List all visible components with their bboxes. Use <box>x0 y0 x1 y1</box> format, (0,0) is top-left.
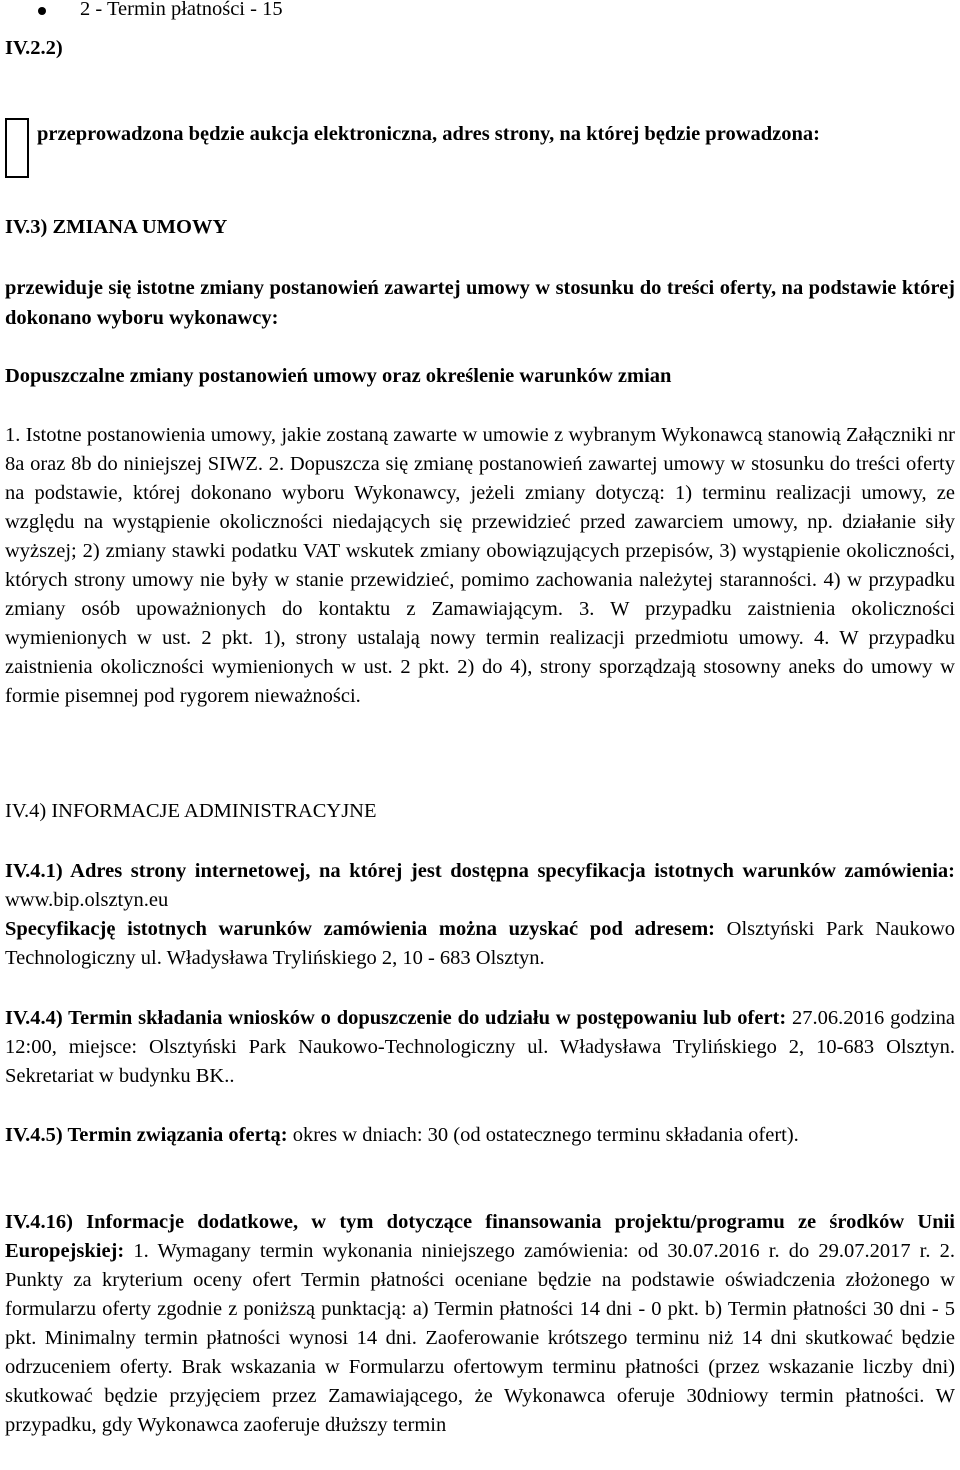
section-iv-2-2-heading: IV.2.2) <box>5 37 63 59</box>
section-iv-3-body: 1. Istotne postanowienia umowy, jakie zostaną zawarte w umowie z wybranym Wykonawcą stanowią Załączniki nr 8a oraz 8b do niniejszej SIWZ. 2. Dopuszcza się zmianę postanowień zawartej umowy w stosunku do treści oferty na podstawie, której dokonano wyboru Wykonawcy, jeżeli zmiany dotyczą: 1) terminu realizacji umowy, ze względu na wystąpienie okoliczności niedających się przewidzieć przed zawarciem umowy, np. działanie siły wyższej; 2) zmiany stawki podatku VAT wskutek zmiany obowiązujących przepisów, 3) wystąpienie okoliczności, których strony umowy nie były w stanie przewidzieć, pomimo zachowania należytej staranności. 4) w przypadku zmiany osób upoważnionych do kontaktu z Zamawiającym. 3. W przypadku zaistnienia okoliczności wymienionych w ust. 2 pkt. 1), strony ustalają nowy termin realizacji przedmiotu umowy. 4. W przypadku zaistnienia okoliczności wymienionych w ust. 2 pkt. 2) do 4), strony sporządzają stosowny aneks do umowy w formie pisemnej pod rygorem nieważności. <box>5 424 955 707</box>
section-iv-4-1-label: IV.4.1) Adres strony internetowej, na której jest dostępna specyfikacja istotnych warunków zamówienia: <box>5 860 955 882</box>
auction-option-text: przeprowadzona będzie aukcja elektroniczna, adres strony, na której będzie prowadzona: <box>37 123 820 145</box>
section-iv-4-5-label: IV.4.5) Termin związania ofertą: <box>5 1124 288 1146</box>
section-iv-4-4-value: 27.06.2016 godzina 12:00, miejsce: Olsztyński Park Naukowo-Technologiczny ul. Władysława Trylińskiego 2, 10-683 Olsztyn. Sekretariat w budynku BK.. <box>5 1007 955 1087</box>
section-iv-4-16-value: 1. Wymagany termin wykonania niniejszego zamówienia: od 30.07.2016 r. do 29.07.2017 r. 2. Punkty za kryterium oceny ofert Termin płatności oceniane będzie na podstawie oświadczenia złożonego w formularzu oferty zgodnie z poniższą punktacją: a) Termin płatności 14 dni - 0 pkt. b) Termin płatności 30 dni - 5 pkt. Minimalny termin płatności wynosi 14 dni. Zaoferowanie krótszego terminu niż 14 dni skutkować będzie odrzuceniem oferty. Brak wskazania w Formularzu ofertowym terminu płatności (przez wskazanie liczby dni) skutkować będzie przyjęciem przez Zamawiającego, że Wykonawca oferuje 30dniowy termin płatności. W przypadku, gdy Wykonawca zaoferuje dłuższy termin <box>5 1240 955 1436</box>
bullet-dot-icon <box>38 7 46 15</box>
spec-address-label: Specyfikację istotnych warunków zamówienia można uzyskać pod adresem: <box>5 918 715 940</box>
section-iv-4-5-value: okres w dniach: 30 (od ostatecznego terminu składania ofert). <box>287 1124 799 1146</box>
section-iv-4-1-paragraph <box>5 857 955 973</box>
spec-url: www.bip.olsztyn.eu <box>5 889 169 911</box>
section-iv-4-4-label: IV.4.4) Termin składania wniosków o dopuszczenie do udziału w postępowaniu lub ofert: <box>5 1007 787 1029</box>
section-iv-4-heading: IV.4) INFORMACJE ADMINISTRACYJNE <box>5 800 377 822</box>
section-iv-3-heading: IV.3) ZMIANA UMOWY <box>5 216 228 238</box>
section-iv-3-subheading: Dopuszczalne zmiany postanowień umowy oraz określenie warunków zmian <box>5 365 672 387</box>
bullet-item-text: 2 - Termin płatności - 15 <box>80 0 283 20</box>
section-iv-4-5-paragraph <box>5 1121 955 1150</box>
section-iv-4-16-label: IV.4.16) Informacje dodatkowe, w tym dotyczące finansowania projektu/programu ze środków Unii Europejskiej: <box>5 1211 955 1262</box>
spec-address-value: Olsztyński Park Naukowo Technologiczny ul. Władysława Trylińskiego 2, 10 - 683 Olsztyn. <box>5 918 956 969</box>
checkbox-icon[interactable] <box>5 118 29 178</box>
section-iv-4-4-paragraph <box>5 1004 955 1091</box>
section-iv-4-16-paragraph <box>5 1208 955 1440</box>
section-iv-3-intro: przewiduje się istotne zmiany postanowień zawartej umowy w stosunku do treści oferty, na podstawie której dokonano wyboru wykonawcy: <box>5 277 955 329</box>
